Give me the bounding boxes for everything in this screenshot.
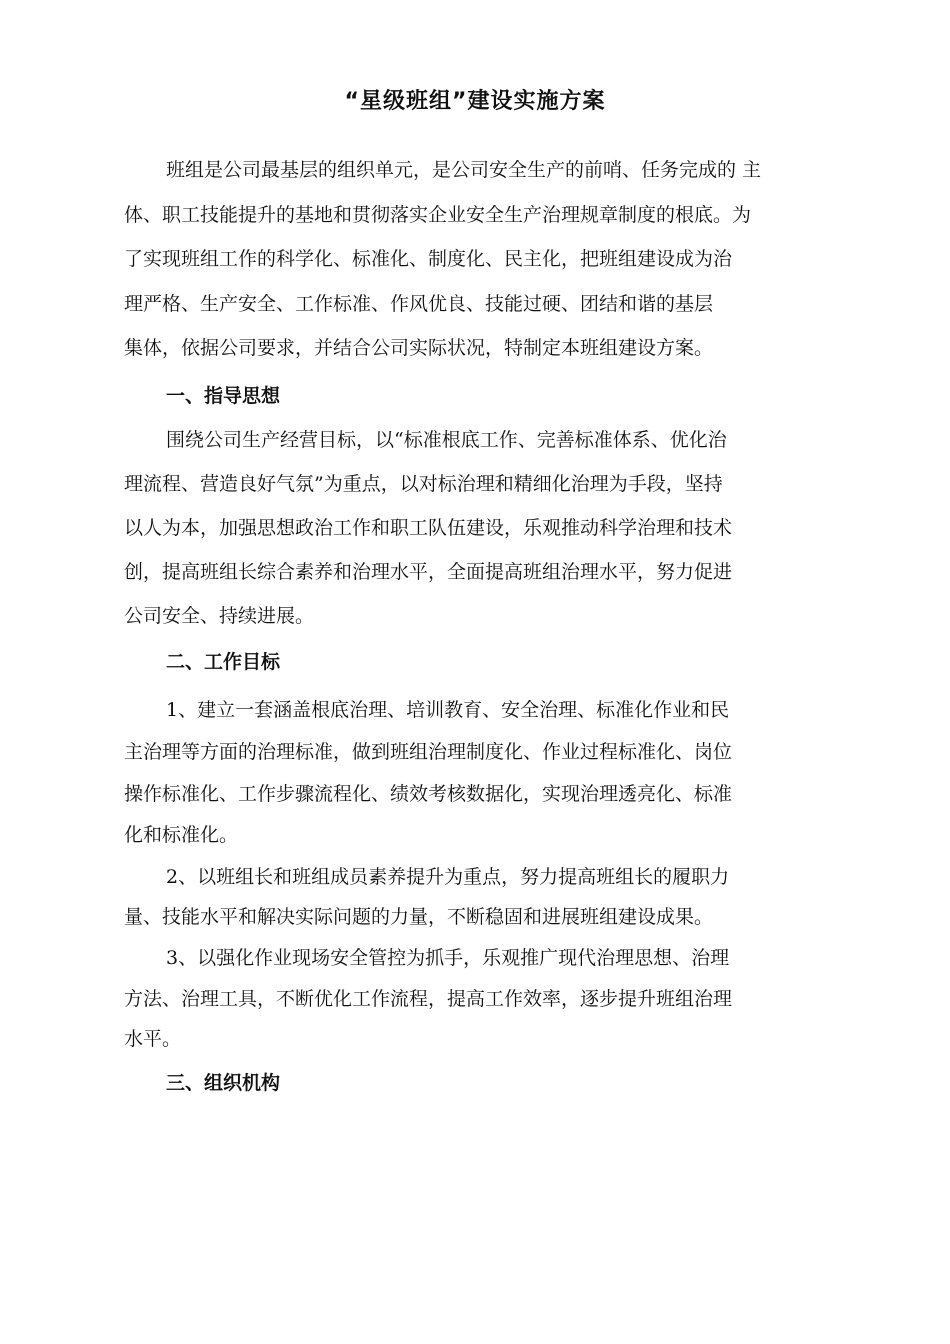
goal3-line-3: 水平。 [124,1028,182,1050]
section1-line-1: 围绕公司生产经营目标，以“标准根底工作、完善标准体系、优化治 [166,429,727,451]
intro-line-3: 了实现班组工作的科学化、标准化、制度化、民主化，把班组建设成为治 [124,248,733,270]
goal3-line-1: 3、以强化作业现场安全管控为抓手，乐观推广现代治理思想、治理 [166,947,730,969]
section1-line-3: 以人为本，加强思想政治工作和职工队伍建设，乐观推动科学治理和技术 [124,517,733,539]
section1-line-4: 创，提高班组长综合素养和治理水平，全面提高班组治理水平，努力促进 [124,561,733,583]
goal1-line-4: 化和标准化。 [124,824,239,846]
document-title: “星级班组”建设实施方案 [344,89,606,114]
goal2-line-1: 2、以班组长和班组成员素养提升为重点，努力提高班组长的履职力 [166,866,730,888]
section-heading-guiding-ideology: 一、指导思想 [166,385,281,407]
section1-line-2: 理流程、营造良好气氛”为重点，以对标治理和精细化治理为手段，坚持 [124,473,723,495]
intro-line-5: 集体，依据公司要求，并结合公司实际状况，特制定本班组建设方案。 [124,337,714,359]
goal3-line-2: 方法、治理工具，不断优化工作流程，提高工作效率，逐步提升班组治理 [124,988,733,1010]
intro-line-1: 班组是公司最基层的组织单元，是公司安全生产的前哨、任务完成的 主 [166,159,762,181]
goal1-line-1: 1、建立一套涵盖根底治理、培训教育、安全治理、标准化作业和民 [166,699,730,721]
section1-line-5: 公司安全、持续进展。 [124,605,315,627]
goal1-line-2: 主治理等方面的治理标准，做到班组治理制度化、作业过程标准化、岗位 [124,741,733,763]
section-heading-organization: 三、组织机构 [166,1072,281,1094]
section-heading-work-goals: 二、工作目标 [166,651,281,673]
intro-line-2: 体、职工技能提升的基地和贯彻落实企业安全生产治理规章制度的根底。为 [124,204,752,226]
intro-line-4: 理严格、生产安全、工作标准、作风优良、技能过硬、团结和谐的基层 [124,293,714,315]
goal1-line-3: 操作标准化、工作步骤流程化、绩效考核数据化，实现治理透亮化、标准 [124,783,733,805]
goal2-line-2: 量、技能水平和解决实际问题的力量，不断稳固和进展班组建设成果。 [124,906,714,928]
